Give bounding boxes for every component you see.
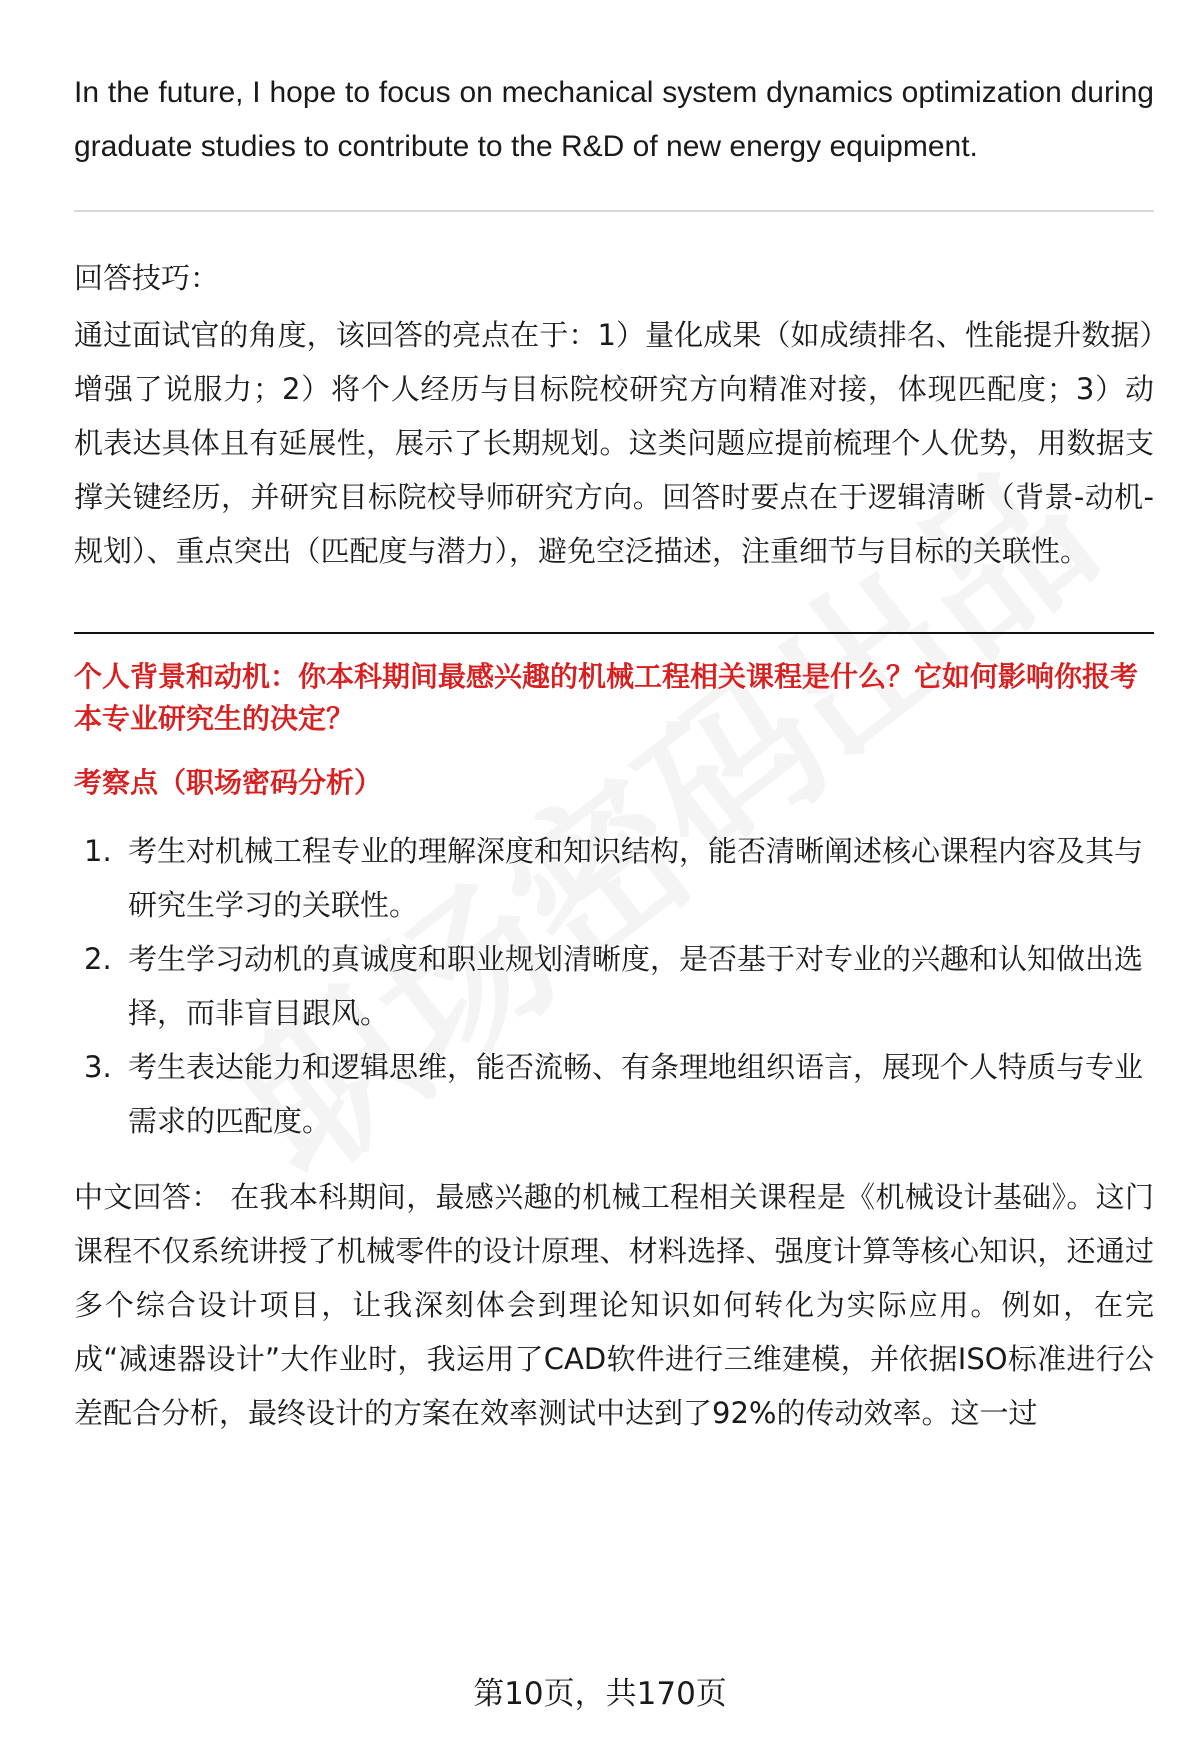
list-item-text: 考生表达能力和逻辑思维，能否流畅、有条理地组织语言，展现个人特质与专业需求的匹配度。 (128, 1050, 1144, 1138)
answer-label: 中文回答： (74, 1180, 221, 1214)
list-item-number: 1. (84, 834, 112, 868)
focus-points-list (74, 824, 1154, 1148)
list-item-text: 考生学习动机的真诚度和职业规划清晰度，是否基于对专业的兴趣和认知做出选择，而非盲目跟风。 (128, 942, 1144, 1030)
list-item (74, 932, 1154, 1040)
list-item-number: 2. (84, 942, 112, 976)
divider-light (74, 210, 1154, 212)
list-item-text: 考生对机械工程专业的理解深度和知识结构，能否清晰阐述核心课程内容及其与研究生学习的关联性。 (128, 834, 1144, 922)
focus-label: 考察点（职场密码分析） (74, 766, 383, 799)
top-paragraph: In the future, I hope to focus on mechanical system dynamics optimization during graduate studies to contribute to the R&D of new energy equipment. (74, 76, 1154, 163)
document-page (74, 66, 1154, 1440)
page-footer: 第10页，共170页 (473, 1676, 727, 1712)
divider-dark (74, 632, 1154, 634)
tips-body: 通过面试官的角度，该回答的亮点在于：1）量化成果（如成绩排名、性能提升数据）增强了说服力；2）将个人经历与目标院校研究方向精准对接，体现匹配度；3）动机表达具体且有延展性，展示了长期规划。这类问题应提前梳理个人优势，用数据支撑关键经历，并研究目标院校导师研究方向。回答时要点在于逻辑清晰（背景-动机-规划）、重点突出（匹配度与潜力），避免空泛描述，注重细节与目标的关联性。 (74, 318, 1154, 568)
question-title: 个人背景和动机：你本科期间最感兴趣的机械工程相关课程是什么？它如何影响你报考本专业研究生的决定？ (74, 660, 1139, 735)
tips-label: 回答技巧： (74, 261, 220, 295)
list-item (74, 1040, 1154, 1148)
list-item (74, 824, 1154, 932)
answer-paragraph (74, 1170, 1154, 1440)
answer-body: 在我本科期间，最感兴趣的机械工程相关课程是《机械设计基础》。这门课程不仅系统讲授了机械零件的设计原理、材料选择、强度计算等核心知识，还通过多个综合设计项目，让我深刻体会到理论知识如何转化为实际应用。例如，在完成“减速器设计”大作业时，我运用了CAD软件进行三维建模，并依据ISO标准进行公差配合分析，最终设计的方案在效率测试中达到了92%的传动效率。这一过 (74, 1180, 1154, 1430)
list-item-number: 3. (84, 1050, 112, 1084)
